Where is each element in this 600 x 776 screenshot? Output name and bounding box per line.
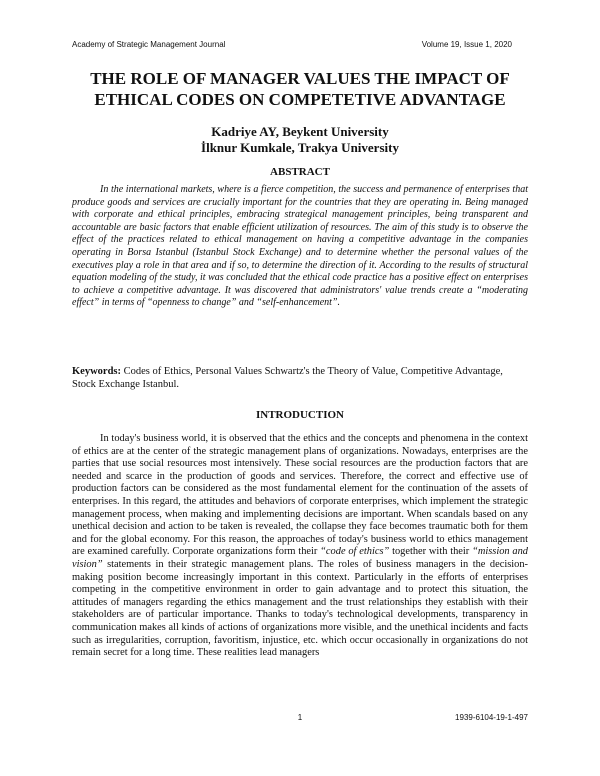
volume-info: Volume 19, Issue 1, 2020: [421, 40, 512, 49]
running-header: [72, 40, 512, 49]
author-1: Kadriye AY, Beykent University: [211, 124, 389, 139]
intro-part-1: In today's business world, it is observed that the ethics and the concepts and phenomena in the context of ethics are at the center of the strategic management plans of organizations. Nowadays, enterprises are the parties that use social resources most intensively. These social resources are the production factors that are needed and scarce in the production of goods and services. Therefore, the correct and effective use of production factors can be considered as the most fundamental element for the continuation of the assets of enterprises. In this regard, the attitudes and behaviors of corporate enterprises, which implement the strategic management process, when making and implementing decisions are important. When scandals based on any unethical decision and action to be taken is revealed, the collapse they face becomes traumatic both for them and for the global economy. For this reason, the approaches of today's business world to ethics management are examined carefully. Corporate organizations form their: [72, 433, 528, 558]
abstract-heading: ABSTRACT: [270, 166, 330, 178]
keywords-text: Codes of Ethics, Personal Values Schwartz's the Theory of Value, Competitive Advantage, Stock Exchange Istanbul.: [72, 366, 503, 390]
intro-part-3: statements in their strategic management plans. The roles of business managers in the decision-making position become increasingly important in this context. Particularly in the efforts of enterprises competing in the competitive environment in order to gain advantage and to protect this situation, the attitudes of managers regarding the ethics management and the trust relationships they establish with their stakeholders are of particular importance. Thanks to today's technological developments, transparency in communication makes all kinds of actions of organizations more visible, and the unethical incidents and facts such as irregularities, corruption, favoritism, injustice, etc. which occur occasionally in organizations do not remain secret for a long time. These realities lead managers: [72, 558, 528, 659]
journal-name: Academy of Strategic Management Journal: [72, 40, 226, 49]
paper-title: [60, 68, 540, 110]
author-2: İlknur Kumkale, Trakya University: [201, 140, 399, 155]
keywords-label: Keywords:: [72, 366, 121, 377]
intro-emphasis-mission-vision: “mission and vision”: [72, 546, 528, 570]
page-number: 1: [297, 713, 303, 722]
introduction-heading: INTRODUCTION: [255, 409, 344, 421]
abstract-text: In the international markets, where is a fierce competition, the success and permanence of enterprises that produce goods and services are crucially important for the countries that they are operating in. Being managed with corporate and ethical principles, embracing strategical management principles, being transparent and accountable are basic factors that enable efficient utilization of resources. The aim of this study is to observe the effect of the practices related to ethical management on having a competitive advantage in the companies operating in Borsa Istanbul (Istanbul Stock Exchange) and to determine whether the personal values of the executives play a role in that area and if so, to determine the direction of it. According to the results of structural equation modeling of the study, it was concluded that the ethical code practice has a positive effect on enterprises to achieve a competitive advantage. It was discovered that administrators' value trends create a “moderating effect” in terms of “openness to change” and “self-enhancement”.: [72, 184, 528, 309]
keywords: [72, 365, 528, 391]
intro-emphasis-code-of-ethics: “code of ethics”: [320, 546, 390, 558]
introduction-text: [72, 433, 528, 660]
author-list: [60, 124, 540, 156]
article-code: 1939-6104-19-1-497: [455, 713, 528, 722]
intro-part-2: together with their: [389, 546, 473, 558]
title-line-1: THE ROLE OF MANAGER VALUES THE IMPACT OF: [90, 69, 510, 88]
title-line-2: ETHICAL CODES ON COMPETETIVE ADVANTAGE: [94, 90, 506, 109]
